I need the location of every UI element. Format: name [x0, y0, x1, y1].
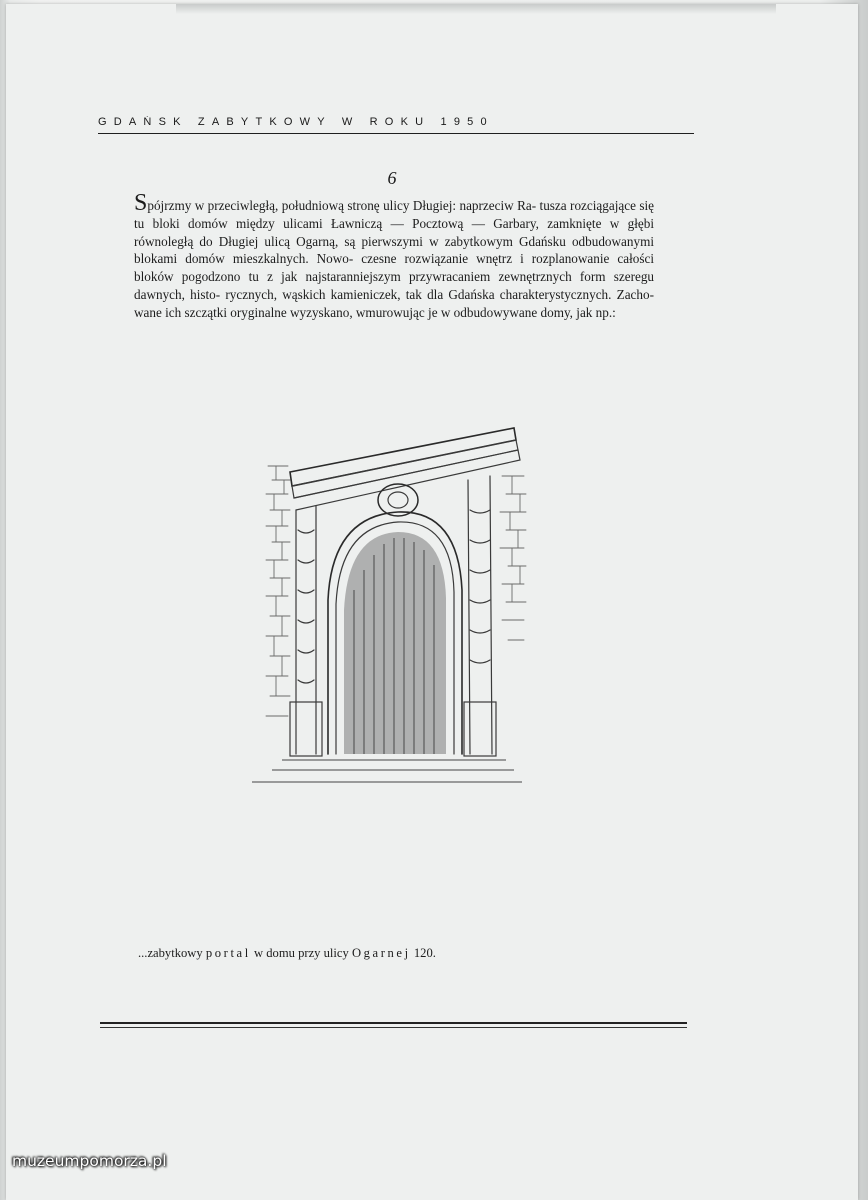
- body-line: tusza rozciągające się tu bloki domów między ulicami Ławniczą — Pocztową —: [134, 198, 655, 231]
- body-line: rycznych, wąskich kamieniczek, tak dla Gdańska charakterystycznych. Zacho-: [225, 286, 654, 302]
- page-number: 6: [387, 168, 397, 188]
- body-line: czesne rozwiązanie wnętrz i rozplanowanie całości bloków pogodzono tu z jak: [134, 251, 655, 285]
- body-line: pójrzmy w przeciwległą, południową stronę ulicy Długiej: naprzeciw Ra-: [147, 198, 537, 213]
- body-line: domy, jak np.:: [540, 304, 616, 320]
- body-line: wane ich szczątki oryginalne wyzyskano, wmurowując je w odbudowywane: [134, 304, 538, 320]
- body-paragraph: [134, 190, 655, 322]
- header-rule: [98, 133, 694, 134]
- caption-suffix: 120.: [413, 946, 436, 960]
- caption-prefix: ...zabytkowy: [138, 946, 203, 960]
- watermark: muzeumpomorza.pl: [12, 1152, 167, 1170]
- portal-sketch-icon: [232, 420, 552, 800]
- page-top-edge: [176, 4, 776, 14]
- footer-rule-thick: [100, 1022, 687, 1024]
- illustration-caption: [138, 946, 578, 961]
- drop-cap: S: [134, 190, 148, 216]
- body-line: w zabytkowym Gdańsku odbudowanymi blokami domów mieszkalnych. Nowo-: [134, 233, 654, 267]
- caption-middle: w domu przy ulicy: [254, 946, 349, 960]
- caption-word-ogarnej: Ogarnej: [351, 946, 411, 960]
- footer-rule-thin: [100, 1027, 687, 1028]
- body-line: najstaranniejszym przywracaniem zewnętrznych form szeregu dawnych, histo-: [134, 269, 655, 302]
- caption-word-portal: portal: [205, 946, 251, 960]
- body-line: Garbary, zamknięte w głębi równoległą do Długiej ulicą Ogarną, są pierwszymi: [134, 215, 655, 249]
- running-header: GDAŃSK ZABYTKOWY W ROKU 1950: [98, 116, 494, 128]
